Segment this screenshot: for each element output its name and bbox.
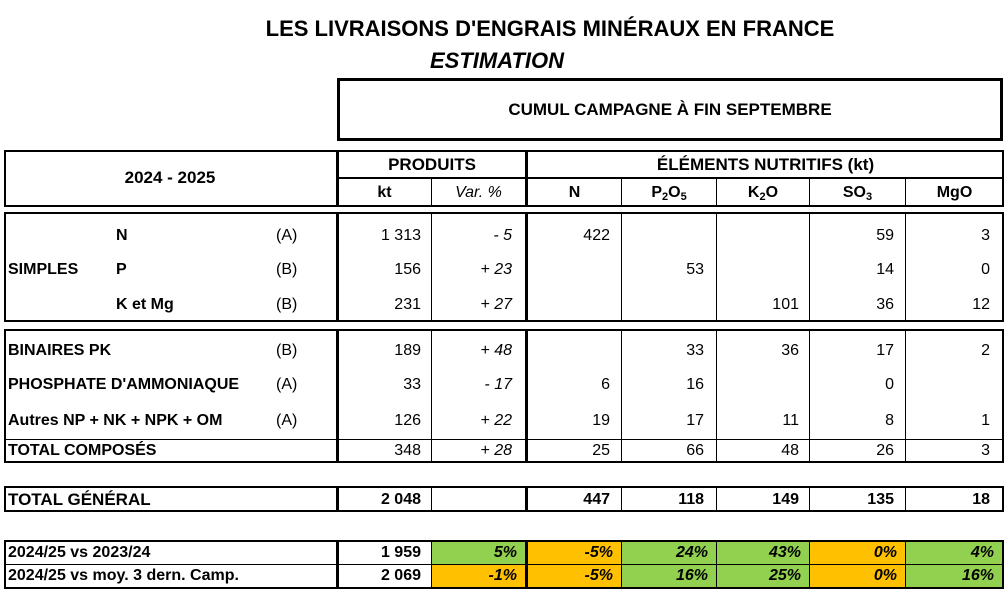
header-k2o: $K_2O$ bbox=[747, 184, 779, 203]
simples-row-name: N bbox=[116, 227, 128, 244]
total-general-p2o5: 118 bbox=[678, 491, 704, 508]
composes-row-kt: 126 bbox=[394, 412, 421, 429]
composes-row-code: (A) bbox=[276, 412, 298, 429]
simples-row-name: K et Mg bbox=[116, 296, 174, 313]
total-general-so3: 135 bbox=[867, 491, 894, 508]
total-composes-mgo: 3 bbox=[981, 442, 990, 459]
header-n: N bbox=[568, 184, 581, 201]
comparison-value: 0% bbox=[873, 544, 897, 561]
simples-row-var: + 27 bbox=[480, 296, 512, 313]
comparison-value: 16% bbox=[675, 567, 708, 584]
simples-row-mgo: 3 bbox=[981, 227, 990, 244]
composes-row-so3: 0 bbox=[885, 376, 894, 393]
grid-line bbox=[431, 486, 432, 512]
comparison-value: 25% bbox=[768, 567, 801, 584]
header-kt: kt bbox=[377, 184, 392, 201]
header-so3: $SO_3$ bbox=[842, 184, 873, 203]
comparison-value: 16% bbox=[961, 567, 994, 584]
total-composes-p2o5: 66 bbox=[686, 442, 704, 459]
composes-row-k2o: 36 bbox=[781, 342, 799, 359]
comparison-value: 5% bbox=[493, 544, 517, 561]
composes-row-mgo: 2 bbox=[981, 342, 990, 359]
composes-row-k2o: 11 bbox=[782, 412, 799, 429]
total-general-label: TOTAL GÉNÉRAL bbox=[8, 490, 151, 509]
total-composes-label: TOTAL COMPOSÉS bbox=[8, 442, 157, 459]
composes-row-code: (A) bbox=[276, 376, 298, 393]
simples-row-name: P bbox=[116, 261, 127, 278]
simples-row-p2o5: 53 bbox=[686, 261, 704, 278]
composes-row-var: + 22 bbox=[480, 412, 512, 429]
header-year: 2024 - 2025 bbox=[124, 168, 216, 187]
comparison-value: 43% bbox=[768, 544, 801, 561]
simples-row-var: + 23 bbox=[480, 261, 512, 278]
simples-row-kt: 1 313 bbox=[380, 227, 421, 244]
comparison-row-kt: 1 959 bbox=[380, 544, 421, 561]
total-general-mgo: 18 bbox=[972, 491, 990, 508]
comparison-value: 24% bbox=[675, 544, 708, 561]
composes-row-p2o5: 33 bbox=[686, 342, 704, 359]
simples-row-code: (B) bbox=[276, 296, 298, 313]
simples-row-so3: 36 bbox=[876, 296, 894, 313]
comparison-value: -5% bbox=[584, 567, 613, 584]
composes-row-name: Autres NP + NK + NPK + OM bbox=[8, 412, 223, 429]
simples-row-kt: 156 bbox=[394, 261, 421, 278]
total-composes-n: 25 bbox=[592, 442, 610, 459]
comparison-row-label: 2024/25 vs moy. 3 dern. Camp. bbox=[8, 567, 239, 584]
composes-row-n: 6 bbox=[601, 376, 610, 393]
comparison-value: -1% bbox=[488, 567, 517, 584]
composes-row-name: BINAIRES PK bbox=[8, 342, 112, 359]
composes-row-var: + 48 bbox=[480, 342, 512, 359]
comparison-value: -5% bbox=[584, 544, 613, 561]
total-composes-so3: 26 bbox=[876, 442, 894, 459]
simples-row-var: - 5 bbox=[493, 227, 512, 244]
composes-row-kt: 189 bbox=[394, 342, 421, 359]
page-subtitle: ESTIMATION bbox=[430, 48, 565, 73]
simples-row-code: (A) bbox=[276, 227, 298, 244]
header-mgo: MgO bbox=[936, 184, 973, 201]
simples-group-label: SIMPLES bbox=[8, 261, 79, 278]
total-composes-k2o: 48 bbox=[781, 442, 799, 459]
header-produits: PRODUITS bbox=[388, 155, 476, 174]
composes-row-name: PHOSPHATE D'AMMONIAQUE bbox=[8, 376, 240, 393]
composes-row-var: - 17 bbox=[484, 376, 512, 393]
comparison-row-kt: 2 069 bbox=[380, 567, 421, 584]
header-var: Var. % bbox=[455, 184, 502, 201]
composes-row-so3: 17 bbox=[876, 342, 894, 359]
simples-row-n: 422 bbox=[583, 227, 610, 244]
simples-row-mgo: 12 bbox=[972, 296, 990, 313]
composes-row-p2o5: 16 bbox=[686, 376, 704, 393]
simples-row-so3: 59 bbox=[876, 227, 894, 244]
composes-row-kt: 33 bbox=[403, 376, 421, 393]
page-title: LES LIVRAISONS D'ENGRAIS MINÉRAUX EN FRANCE bbox=[265, 16, 835, 41]
simples-row-k2o: 101 bbox=[772, 296, 799, 313]
simples-row-so3: 14 bbox=[876, 261, 894, 278]
composes-row-code: (B) bbox=[276, 342, 298, 359]
comparison-value: 4% bbox=[970, 544, 994, 561]
period-label: CUMUL CAMPAGNE À FIN SEPTEMBRE bbox=[508, 100, 832, 119]
composes-row-so3: 8 bbox=[885, 412, 894, 429]
header-p2o5: $P_2O_5$ bbox=[651, 184, 687, 203]
simples-row-code: (B) bbox=[276, 261, 298, 278]
total-composes-var: + 28 bbox=[480, 442, 512, 459]
total-general-n: 447 bbox=[583, 491, 610, 508]
comparison-value: 0% bbox=[873, 567, 897, 584]
header-elements: ÉLÉMENTS NUTRITIFS (kt) bbox=[656, 155, 875, 174]
composes-row-n: 19 bbox=[592, 412, 610, 429]
simples-row-kt: 231 bbox=[394, 296, 421, 313]
composes-row-p2o5: 17 bbox=[686, 412, 704, 429]
composes-row-mgo: 1 bbox=[981, 412, 990, 429]
simples-row-mgo: 0 bbox=[981, 261, 990, 278]
comparison-row-label: 2024/25 vs 2023/24 bbox=[8, 544, 151, 561]
total-composes-kt: 348 bbox=[394, 442, 421, 459]
total-general-kt: 2 048 bbox=[380, 491, 421, 508]
total-general-k2o: 149 bbox=[772, 491, 799, 508]
